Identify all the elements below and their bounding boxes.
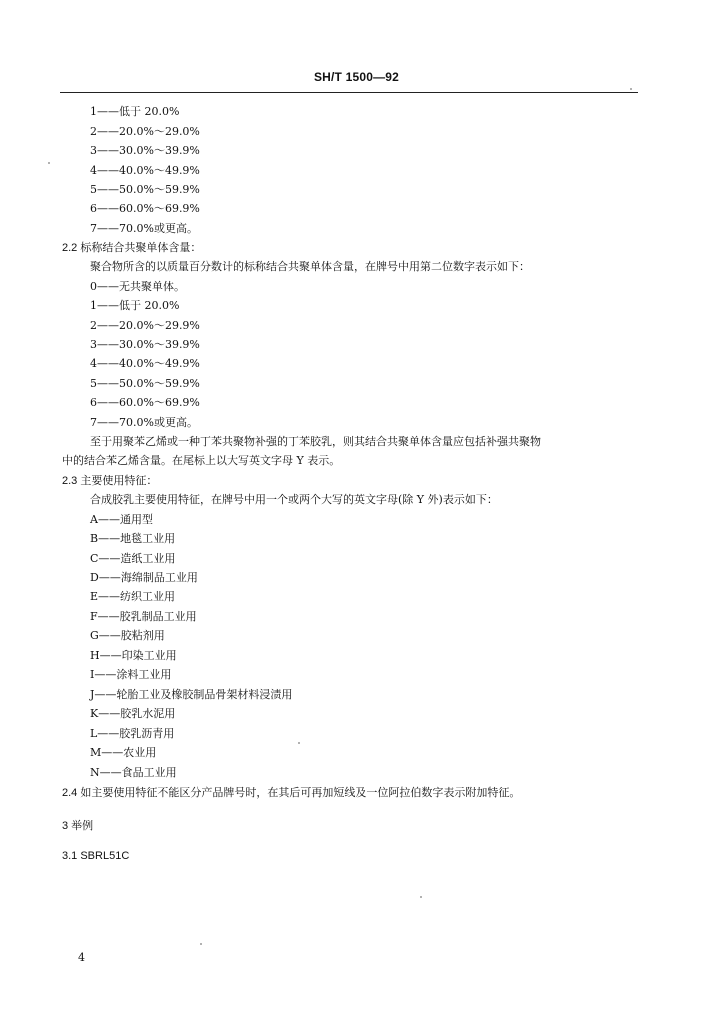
text-line: 3——30.0%～39.9% (90, 144, 200, 157)
text-line: 2.4 如主要使用特征不能区分产品牌号时，在其后可再加短线及一位阿拉伯数字表示附加特征。 (62, 787, 521, 799)
text-line: 6——60.0%～69.9% (90, 202, 200, 215)
text-line: H——印染工业用 (90, 649, 177, 662)
text-line: D——海绵制品工业用 (90, 571, 198, 584)
text-line: 至于用聚苯乙烯或一种丁苯共聚物补强的丁苯胶乳，则其结合共聚单体含量应包括补强共聚物 (90, 435, 541, 448)
scan-speck (630, 88, 632, 90)
text-line: 5——50.0%～59.9% (90, 377, 200, 390)
text-line: 1——低于 20.0% (90, 105, 180, 118)
text-line: B——地毯工业用 (90, 532, 176, 545)
text-line: 5——50.0%～59.9% (90, 183, 200, 196)
text-line: G——胶粘剂用 (90, 629, 165, 642)
text-line: 7——70.0%或更高。 (90, 416, 198, 429)
text-line: E——纺织工业用 (90, 590, 176, 603)
text-line: I——涂料工业用 (90, 668, 172, 681)
text-line: 2.3 主要使用特征： (62, 475, 158, 487)
text-line: 7——70.0%或更高。 (90, 222, 198, 235)
text-line: 1——低于 20.0% (90, 299, 180, 312)
text-line: C——造纸工业用 (90, 552, 176, 565)
text-line: 2——20.0%～29.0% (90, 125, 200, 138)
header-rule (60, 92, 638, 93)
text-line: 0——无共聚单体。 (90, 280, 185, 293)
text-line: 4——40.0%～49.9% (90, 164, 200, 177)
document-header: SH/T 1500—92 (313, 70, 400, 84)
text-line: 聚合物所含的以质量百分数计的标称结合共聚单体含量，在牌号中用第二位数字表示如下： (90, 260, 530, 273)
text-line: 6——60.0%～69.9% (90, 396, 200, 409)
text-line: N——食品工业用 (90, 766, 177, 779)
text-line: 3——30.0%～39.9% (90, 338, 200, 351)
text-line: L——胶乳沥青用 (90, 727, 175, 740)
text-line: K——胶乳水泥用 (90, 707, 176, 720)
text-line: 3.1 SBRL51C (62, 850, 130, 862)
scan-speck (298, 742, 300, 744)
text-line: 中的结合苯乙烯含量。在尾标上以大写英文字母 Y 表示。 (62, 454, 341, 467)
scan-speck (48, 162, 50, 164)
text-line: 2.2 标称结合共聚单体含量： (62, 242, 202, 254)
text-line: 3 举例 (62, 820, 94, 832)
text-line: A——通用型 (90, 513, 153, 526)
text-line: M——农业用 (90, 746, 157, 759)
text-line: F——胶乳制品工业用 (90, 610, 197, 623)
text-line: J——轮胎工业及橡胶制品骨架材料浸渍用 (90, 688, 293, 701)
page-number: 4 (78, 951, 85, 964)
text-line: 合成胶乳主要使用特征，在牌号中用一个或两个大写的英文字母(除 Y 外)表示如下： (90, 493, 498, 506)
scan-speck (420, 896, 422, 898)
text-line: 2——20.0%～29.9% (90, 319, 200, 332)
text-line: 4——40.0%～49.9% (90, 357, 200, 370)
scan-speck (200, 943, 202, 945)
